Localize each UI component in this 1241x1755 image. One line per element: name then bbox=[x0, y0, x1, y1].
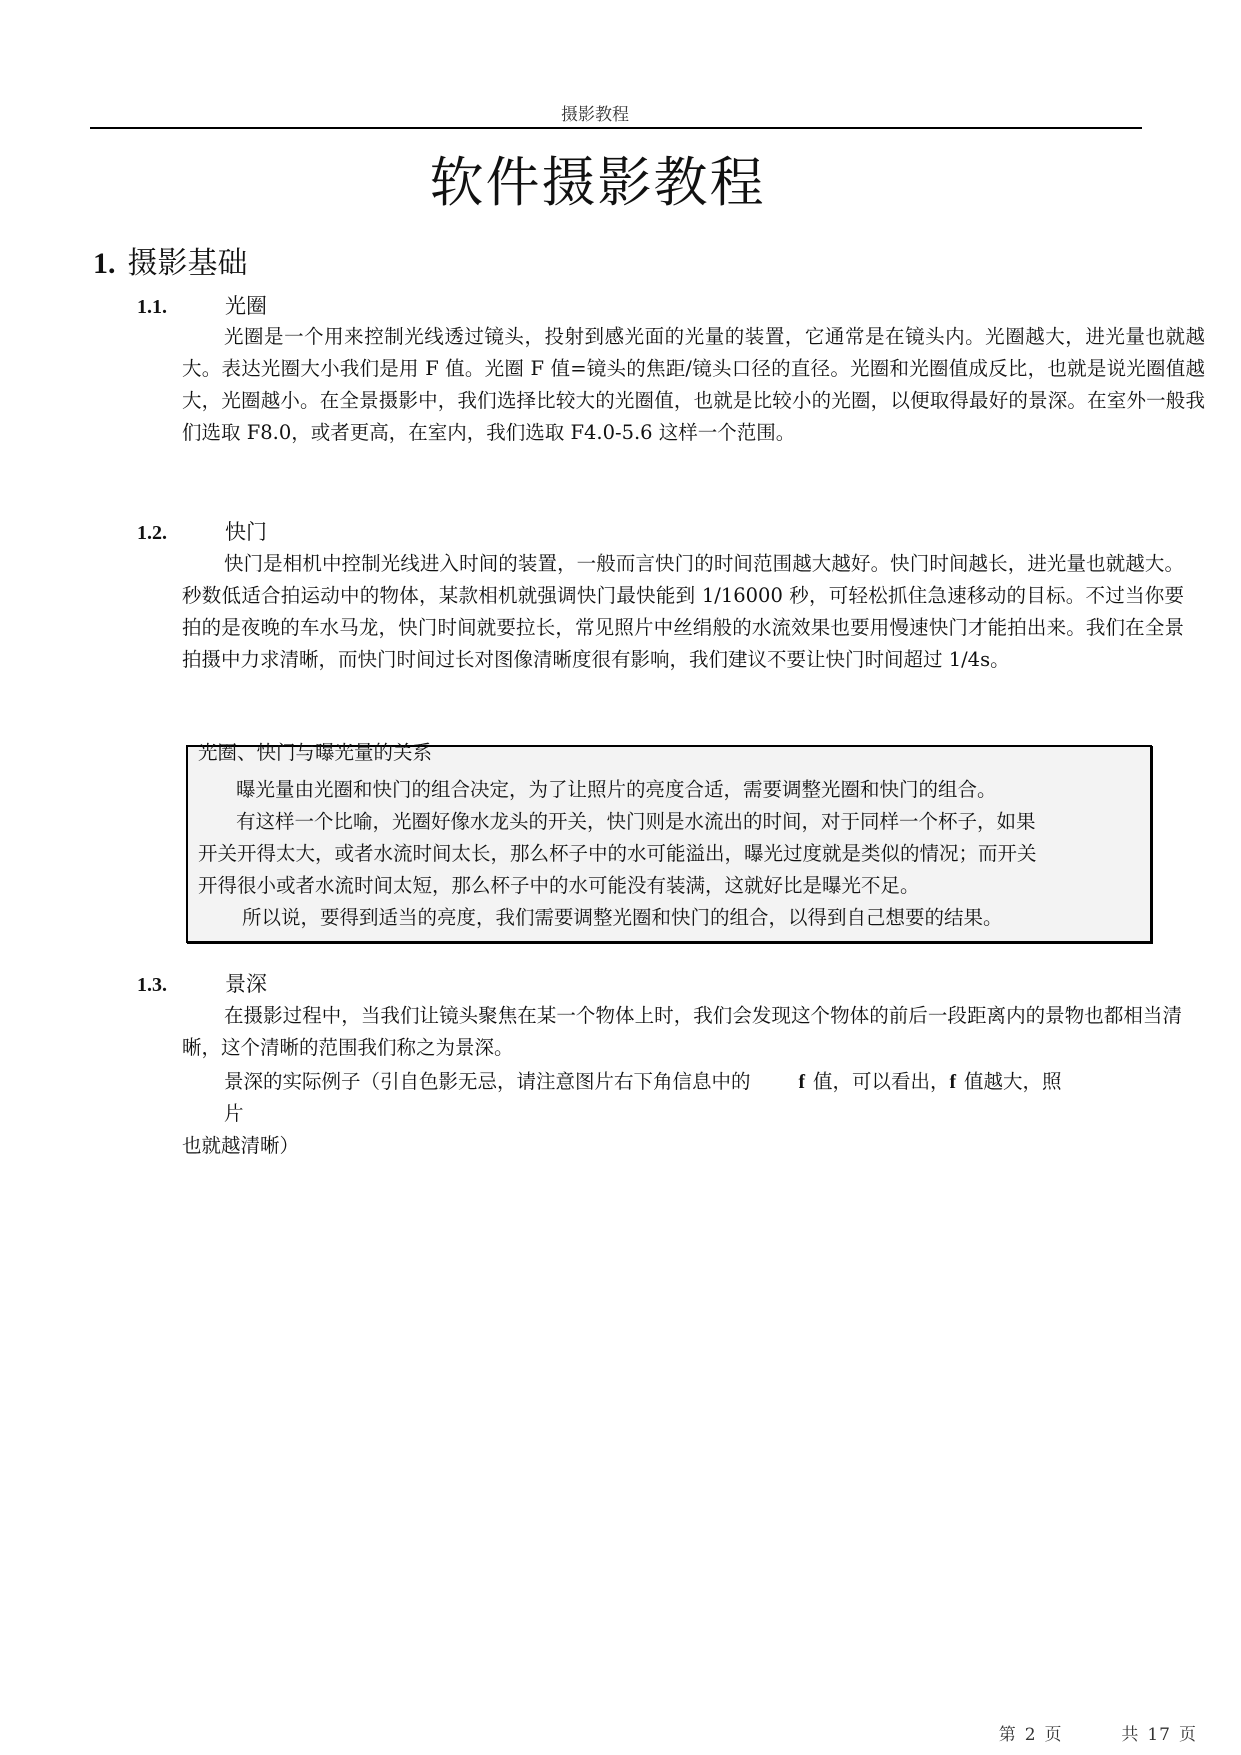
subsection-shutter-title: 快门 bbox=[225, 520, 267, 544]
subsection-aperture-title: 光圈 bbox=[225, 294, 267, 318]
dof-paragraph: 在摄影过程中，当我们让镜头聚焦在某一个物体上时，我们会发现这个物体的前后一段距离内的景物也都相当清晰，这个清晰的范围我们称之为景深。 bbox=[182, 1004, 1182, 1059]
subsection-dof-heading bbox=[137, 968, 267, 998]
footer-total-suffix: 页 bbox=[1179, 1725, 1197, 1745]
exposure-box-line: 有这样一个比喻，光圈好像水龙头的开关，快门则是水流出的时间，对于同样一个杯子，如果 bbox=[236, 810, 1036, 833]
section-1-heading bbox=[93, 238, 248, 282]
dof-example-text: 值越大，照 bbox=[964, 1070, 1062, 1093]
dof-example-wrap: 片 bbox=[224, 1102, 244, 1125]
subsection-dof-number: 1.3. bbox=[137, 974, 167, 996]
section-1-title: 摄影基础 bbox=[127, 246, 248, 281]
aperture-paragraph: 光圈是一个用来控制光线透过镜头，投射到感光面的光量的装置，它通常是在镜头内。光圈越大，进光量也就越大。表达光圈大小我们是用 F 值。光圈 F 值=镜头的焦距/镜头口径的直径。光圈和光圈值成反比，也就是说光圈值越大，光圈越小。在全景摄影中，我们选择比较大的光圈值，也就是比较小的光圈，以便取得最好的景深。在室外一般我们选取 F8.0，或者更高，在室内，我们选取 F4.0-5.6 这样一个范围。 bbox=[182, 325, 1205, 444]
subsection-aperture-number: 1.1. bbox=[137, 296, 167, 318]
section-1-number: 1. bbox=[93, 247, 116, 280]
shutter-paragraph: 快门是相机中控制光线进入时间的装置，一般而言快门的时间范围越大越好。快门时间越长，进光量也就越大。秒数低适合拍运动中的物体，某款相机就强调快门最快能到 1/16000 秒，可轻松抓住急速移动的目标。不过当你要拍的是夜晚的车水马龙，快门时间就要拉长，常见照片中丝绢般的水流效果也要用慢速快门才能拍出来。我们在全景拍摄中力求清晰，而快门时间过长对图像清晰度很有影响，我们建议不要让快门时间超过 1/4s。 bbox=[182, 552, 1184, 671]
dof-example-end: 也就越清晰） bbox=[182, 1134, 300, 1157]
document-title: 软件摄影教程 bbox=[429, 151, 766, 214]
subsection-shutter-heading bbox=[137, 516, 267, 546]
exposure-box-line: 所以说，要得到适当的亮度，我们需要调整光圈和快门的组合，以得到自己想要的结果。 bbox=[242, 906, 1003, 929]
dof-example-text: 值，可以看出， bbox=[813, 1070, 950, 1093]
page-footer bbox=[995, 1720, 1201, 1745]
exposure-box-line: 开关开得太大，或者水流时间太长，那么杯子中的水可能溢出，曝光过度就是类似的情况；而开关 bbox=[198, 842, 1037, 865]
subsection-shutter-number: 1.2. bbox=[137, 522, 167, 544]
subsection-dof-title: 景深 bbox=[225, 972, 267, 996]
footer-page-suffix: 页 bbox=[1044, 1725, 1063, 1745]
header-rule bbox=[90, 127, 1142, 129]
footer-total-pages: 17 bbox=[1147, 1725, 1171, 1745]
subsection-aperture-heading bbox=[137, 290, 267, 320]
footer-page-number: 2 bbox=[1024, 1725, 1037, 1745]
footer-total-prefix: 共 bbox=[1121, 1725, 1140, 1745]
footer-page-prefix: 第 bbox=[998, 1725, 1017, 1745]
running-header: 摄影教程 bbox=[561, 105, 629, 125]
exposure-box-title: 光圈、快门与曝光量的关系 bbox=[198, 742, 433, 761]
dof-example-f-symbol: f bbox=[949, 1072, 957, 1093]
dof-example-line bbox=[224, 1066, 1062, 1099]
exposure-box-line: 曝光量由光圈和快门的组合决定，为了让照片的亮度合适，需要调整光圈和快门的组合。 bbox=[236, 778, 997, 801]
dof-example-text: 景深的实际例子（引自色影无忌，请注意图片右下角信息中的 bbox=[224, 1070, 751, 1093]
dof-example-f-symbol: f bbox=[798, 1072, 806, 1093]
exposure-box-line: 开得很小或者水流时间太短，那么杯子中的水可能没有装满，这就好比是曝光不足。 bbox=[198, 874, 920, 897]
